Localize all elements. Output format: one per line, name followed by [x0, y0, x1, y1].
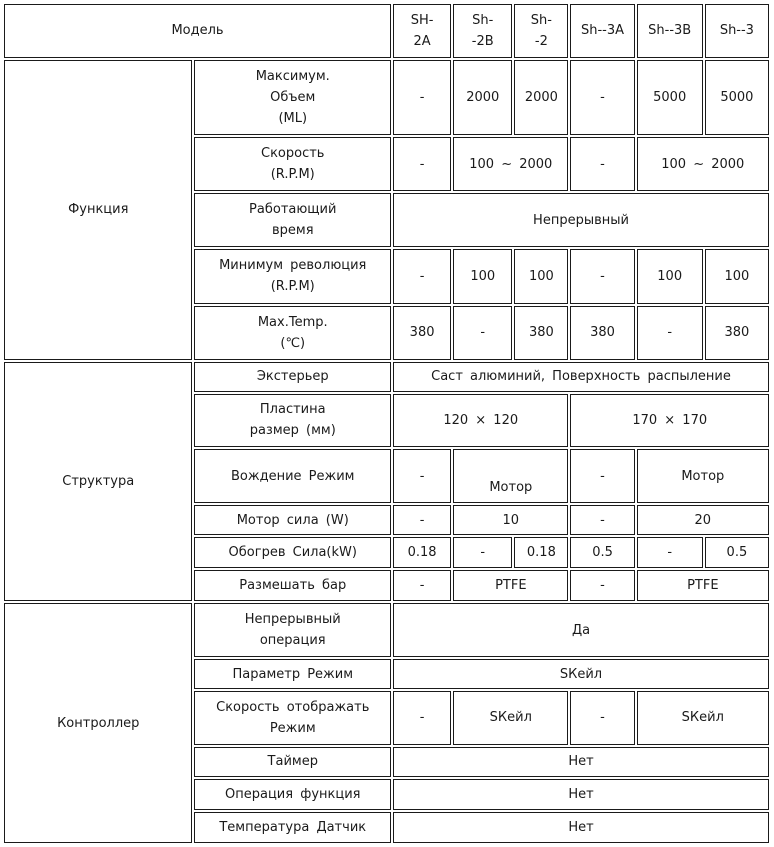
cell-value: Нет [393, 779, 769, 810]
cell-value: - [453, 537, 512, 568]
label-maxtemp: Max.Temp. (℃) [194, 306, 391, 360]
cell-value: 380 [705, 306, 769, 360]
label-stirbar: Размешать бар [194, 570, 391, 601]
model-sh-2: Sh- -2 [514, 4, 568, 58]
cell-value: 2000 [514, 60, 568, 136]
row-volume [4, 60, 769, 136]
cell-value: 20 [637, 505, 769, 535]
header-row [4, 4, 769, 58]
label-drive: Вождение Режим [194, 449, 391, 503]
label-contop: Непрерывный операция [194, 603, 391, 657]
label-timer: Таймер [194, 747, 391, 777]
cell-value: - [570, 249, 634, 304]
label-exterior: Экстерьер [194, 362, 391, 392]
model-sh-2b: Sh- -2B [453, 4, 512, 58]
cell-value: 100 [637, 249, 703, 304]
cell-value: - [570, 60, 634, 136]
cell-value: 0.5 [705, 537, 769, 568]
cell-value: Мотор [637, 449, 769, 503]
cell-value: 5000 [705, 60, 769, 136]
cell-value: 170 × 170 [570, 394, 769, 448]
cell-value: - [393, 505, 451, 535]
cell-value: - [570, 570, 634, 601]
cell-value: 0.5 [570, 537, 634, 568]
label-minrev: Минимум революция (R.P.M) [194, 249, 391, 304]
cell-value: Мотор [453, 449, 568, 503]
model-sh-3: Sh--3 [705, 4, 769, 58]
cell-value: 380 [570, 306, 634, 360]
cell-value: - [453, 306, 512, 360]
cell-value: 380 [393, 306, 451, 360]
label-plate: Пластина размер (мм) [194, 394, 391, 448]
cell-value: - [393, 691, 451, 745]
cell-value: 120 × 120 [393, 394, 568, 448]
label-worktime: Работающий время [194, 193, 391, 247]
cell-value: 100 [514, 249, 568, 304]
cell-value: - [637, 537, 703, 568]
cell-value: - [570, 691, 634, 745]
cell-value: PTFE [637, 570, 769, 601]
label-param: Параметр Режим [194, 659, 391, 689]
model-sh-2a: SH- 2A [393, 4, 451, 58]
section-controller: Контроллер [4, 603, 192, 843]
label-speed: Скорость (R.P.M) [194, 137, 391, 191]
model-sh-3a: Sh--3A [570, 4, 634, 58]
model-sh-3b: Sh--3B [637, 4, 703, 58]
cell-value: - [570, 449, 634, 503]
label-volume: Максимум. Объем (ML) [194, 60, 391, 136]
cell-value: 0.18 [393, 537, 451, 568]
label-opfunc: Операция функция [194, 779, 391, 810]
cell-value: 100 [453, 249, 512, 304]
cell-value: - [637, 306, 703, 360]
section-function: Функция [4, 60, 192, 360]
section-structure: Структура [4, 362, 192, 602]
cell-value: SКейл [393, 659, 769, 689]
label-motor: Мотор сила (W) [194, 505, 391, 535]
cell-value: PTFE [453, 570, 568, 601]
label-tempsensor: Температура Датчик [194, 812, 391, 843]
cell-value: Нет [393, 747, 769, 777]
cell-value: 100 ~ 2000 [637, 137, 769, 191]
cell-value: 2000 [453, 60, 512, 136]
cell-value: - [393, 137, 451, 191]
cell-value: - [570, 505, 634, 535]
model-header: Модель [4, 4, 391, 58]
row-contop [4, 603, 769, 657]
cell-value: 100 [705, 249, 769, 304]
cell-value: SКейл [637, 691, 769, 745]
cell-value: SКейл [453, 691, 568, 745]
cell-value: - [570, 137, 634, 191]
cell-value: Да [393, 603, 769, 657]
cell-value: 0.18 [514, 537, 568, 568]
cell-value: 10 [453, 505, 568, 535]
cell-value: 5000 [637, 60, 703, 136]
cell-value: - [393, 449, 451, 503]
cell-value: - [393, 60, 451, 136]
cell-value: 380 [514, 306, 568, 360]
spec-table [2, 2, 771, 845]
label-heating: Обогрев Сила(kW) [194, 537, 391, 568]
cell-value: - [393, 249, 451, 304]
label-speeddisp: Скорость отображать Режим [194, 691, 391, 745]
row-exterior [4, 362, 769, 392]
cell-value: - [393, 570, 451, 601]
cell-value: Непрерывный [393, 193, 769, 247]
cell-value: 100 ~ 2000 [453, 137, 568, 191]
cell-value: Нет [393, 812, 769, 843]
cell-value: Саст алюминий, Поверхность распыление [393, 362, 769, 392]
